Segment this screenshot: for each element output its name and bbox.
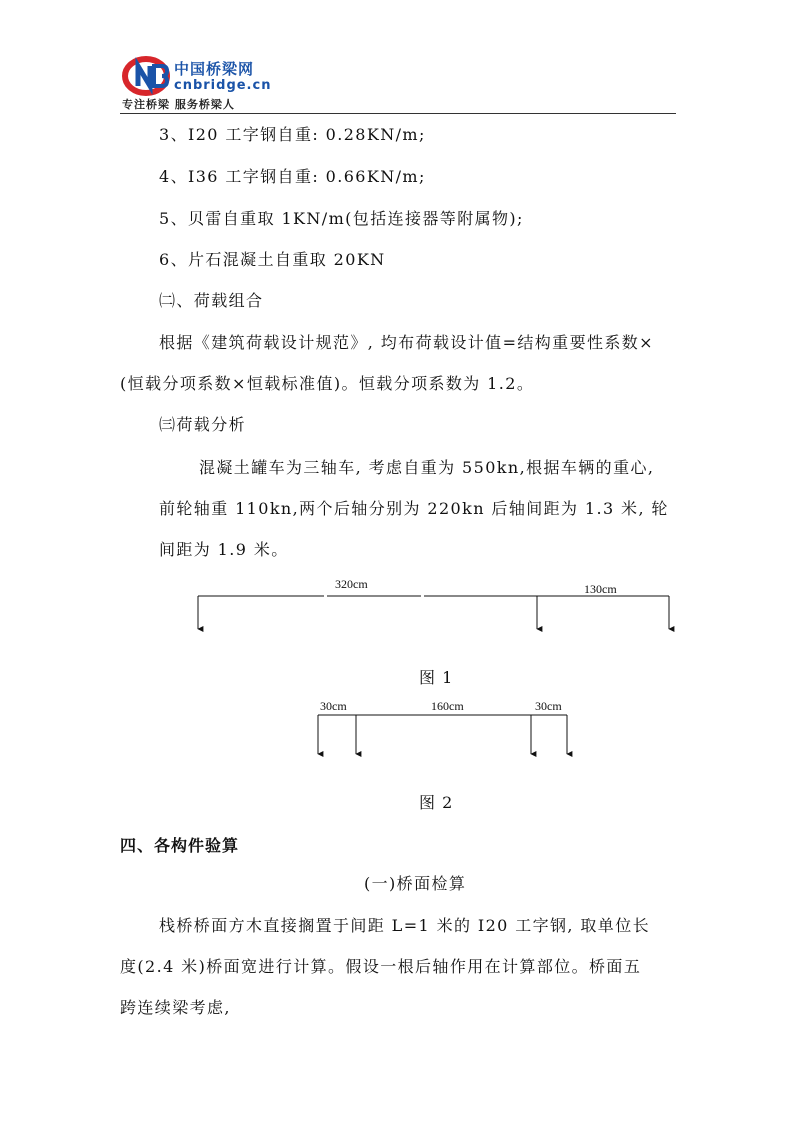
text-line-6: 根据《建筑荷载设计规范》, 均布荷载设计值=结构重要性系数×: [159, 333, 654, 352]
site-name: 中国桥梁网: [174, 60, 255, 78]
text-line-7: (恒载分项系数×恒载标准值)。恒载分项系数为 1.2。: [120, 374, 535, 393]
text-line-9: 混凝土罐车为三轴车, 考虑自重为 550kn,根据车辆的重心,: [199, 458, 655, 477]
text-line-1: 3、I20 工字钢自重: 0.28KN/m;: [159, 125, 426, 144]
text-line-10: 前轮轴重 110kn,两个后轴分别为 220kn 后轴间距为 1.3 米, 轮: [159, 499, 669, 518]
fig2-dimension-label-1: 30cm: [320, 699, 347, 713]
figure-2-caption: 图 2: [419, 793, 454, 812]
site-domain: cnbridge.cn: [174, 78, 272, 93]
subheading-load-combination: ㈡、荷载组合: [159, 291, 264, 310]
site-slogan: 专注桥梁 服务桥梁人: [122, 98, 235, 111]
fig1-dimension-label-1: 320cm: [335, 577, 368, 591]
text-line-11: 间距为 1.9 米。: [159, 540, 289, 559]
paragraph-line-1: 栈桥桥面方木直接搁置于间距 L=1 米的 I20 工字钢, 取单位长: [159, 916, 651, 935]
text-line-2: 4、I36 工字钢自重: 0.66KN/m;: [159, 167, 426, 186]
paragraph-line-3: 跨连续梁考虑,: [120, 998, 231, 1017]
paragraph-line-2: 度(2.4 米)桥面宽进行计算。假设一根后轴作用在计算部位。桥面五: [120, 957, 642, 976]
subheading-load-analysis: ㈢荷载分析: [159, 415, 247, 434]
text-line-3: 5、贝雷自重取 1KN/m(包括连接器等附属物);: [159, 209, 524, 228]
fig1-dimension-label-2: 130cm: [584, 582, 617, 596]
section-heading-component-check: 四、各构件验算: [120, 836, 240, 855]
fig2-dimension-label-2: 160cm: [431, 699, 464, 713]
figure-1-caption: 图 1: [419, 668, 454, 687]
fig2-dimension-label-3: 30cm: [535, 699, 562, 713]
subsection-heading-deck-check: (一)桥面检算: [364, 874, 467, 893]
text-line-4: 6、片石混凝土自重取 20KN: [159, 250, 386, 269]
